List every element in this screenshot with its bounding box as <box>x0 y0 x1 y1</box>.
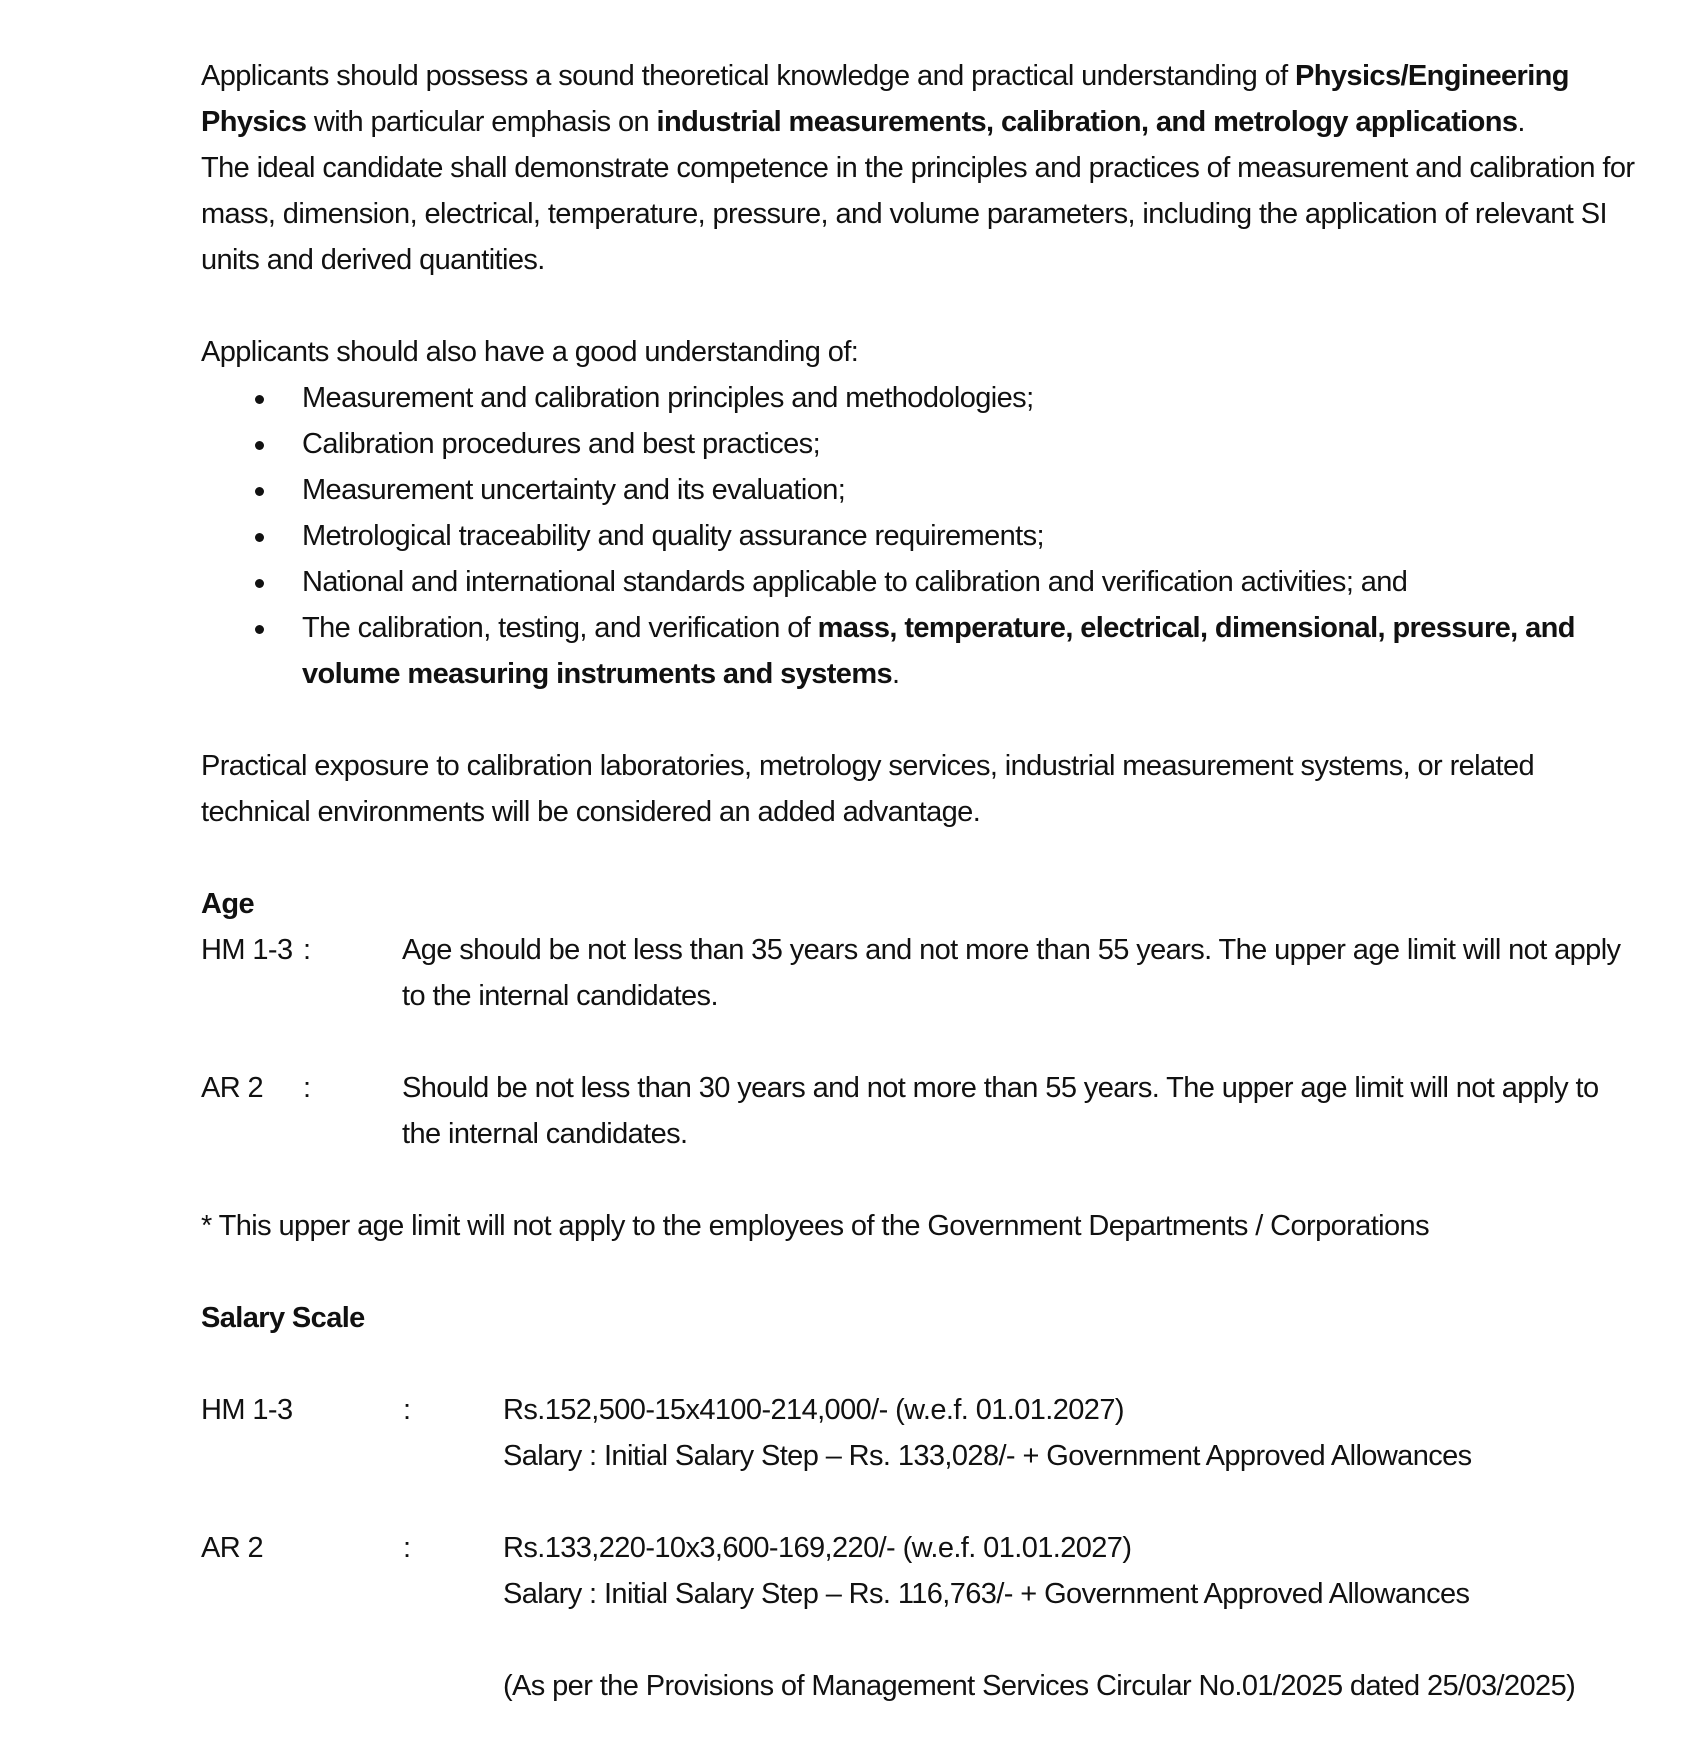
instruments-emphasis-cont: volume measuring instruments and systems <box>302 658 893 690</box>
age-row-text-line-2: the internal candidates. <box>402 1118 688 1150</box>
list-item-period: . <box>892 658 900 690</box>
age-heading: Age <box>201 888 254 920</box>
salary-row-separator: : <box>403 1532 411 1564</box>
competence-line-3: units and derived quantities. <box>201 244 545 276</box>
list-item: Calibration procedures and best practices; <box>302 428 821 460</box>
age-row-text-line-2: to the internal candidates. <box>402 980 718 1012</box>
understanding-heading: Applicants should also have a good understanding of: <box>201 336 859 368</box>
intro-paragraph-line-1 <box>201 53 1569 99</box>
bullet-icon <box>255 533 264 542</box>
list-item: Measurement and calibration principles and methodologies; <box>302 382 1034 414</box>
intro-paragraph-line-2 <box>201 99 1525 145</box>
bullet-icon <box>255 579 264 588</box>
bullet-icon <box>255 395 264 404</box>
salary-scale: Rs.133,220-10x3,600-169,220/- (w.e.f. 01.01.2027) <box>503 1532 1132 1564</box>
list-item: National and international standards applicable to calibration and verification activities; and <box>302 566 1408 598</box>
salary-circular-footnote: (As per the Provisions of Management Services Circular No.01/2025 dated 25/03/2025) <box>503 1670 1576 1702</box>
bullet-icon <box>255 625 264 634</box>
salary-row-code: HM 1-3 <box>201 1394 293 1426</box>
list-item-text: The calibration, testing, and verification of <box>302 612 818 644</box>
intro-text: with particular emphasis on <box>306 106 657 138</box>
age-limit-note: * This upper age limit will not apply to the employees of the Government Departments / Corporations <box>201 1210 1429 1242</box>
instruments-emphasis: mass, temperature, electrical, dimensional, pressure, and <box>817 612 1575 644</box>
bullet-icon <box>255 441 264 450</box>
competence-line-2: mass, dimension, electrical, temperature, pressure, and volume parameters, including the application of relevant SI <box>201 198 1607 230</box>
salary-row-code: AR 2 <box>201 1532 264 1564</box>
salary-initial-step: Salary : Initial Salary Step – Rs. 116,763/- + Government Approved Allowances <box>503 1578 1470 1610</box>
practical-line-2: technical environments will be considered an added advantage. <box>201 796 981 828</box>
intro-text: Applicants should possess a sound theoretical knowledge and practical understanding of <box>201 60 1296 92</box>
salary-initial-step: Salary : Initial Salary Step – Rs. 133,028/- + Government Approved Allowances <box>503 1440 1472 1472</box>
age-row-text-line-1: Should be not less than 30 years and not more than 55 years. The upper age limit will not apply to <box>402 1072 1599 1104</box>
competence-line-1: The ideal candidate shall demonstrate competence in the principles and practices of measurement and calibration for <box>201 152 1635 184</box>
intro-period: . <box>1517 106 1525 138</box>
age-row-code: AR 2 <box>201 1072 264 1104</box>
focus-emphasis: industrial measurements, calibration, and metrology applications <box>656 106 1518 138</box>
list-item-last-line-2 <box>302 651 900 697</box>
list-item-last-line-1 <box>302 605 1575 651</box>
practical-line-1: Practical exposure to calibration laboratories, metrology services, industrial measurement systems, or related <box>201 750 1535 782</box>
subject-emphasis: Physics/Engineering <box>1295 60 1569 92</box>
age-row-separator: : <box>303 1072 311 1104</box>
salary-row-separator: : <box>403 1394 411 1426</box>
age-row-separator: : <box>303 934 311 966</box>
list-item: Measurement uncertainty and its evaluation; <box>302 474 846 506</box>
bullet-icon <box>255 487 264 496</box>
subject-emphasis-cont: Physics <box>201 106 307 138</box>
age-row-code: HM 1-3 <box>201 934 293 966</box>
salary-scale: Rs.152,500-15x4100-214,000/- (w.e.f. 01.01.2027) <box>503 1394 1124 1426</box>
salary-heading: Salary Scale <box>201 1302 365 1334</box>
list-item: Metrological traceability and quality assurance requirements; <box>302 520 1044 552</box>
age-row-text-line-1: Age should be not less than 35 years and not more than 55 years. The upper age limit will not apply <box>402 934 1621 966</box>
